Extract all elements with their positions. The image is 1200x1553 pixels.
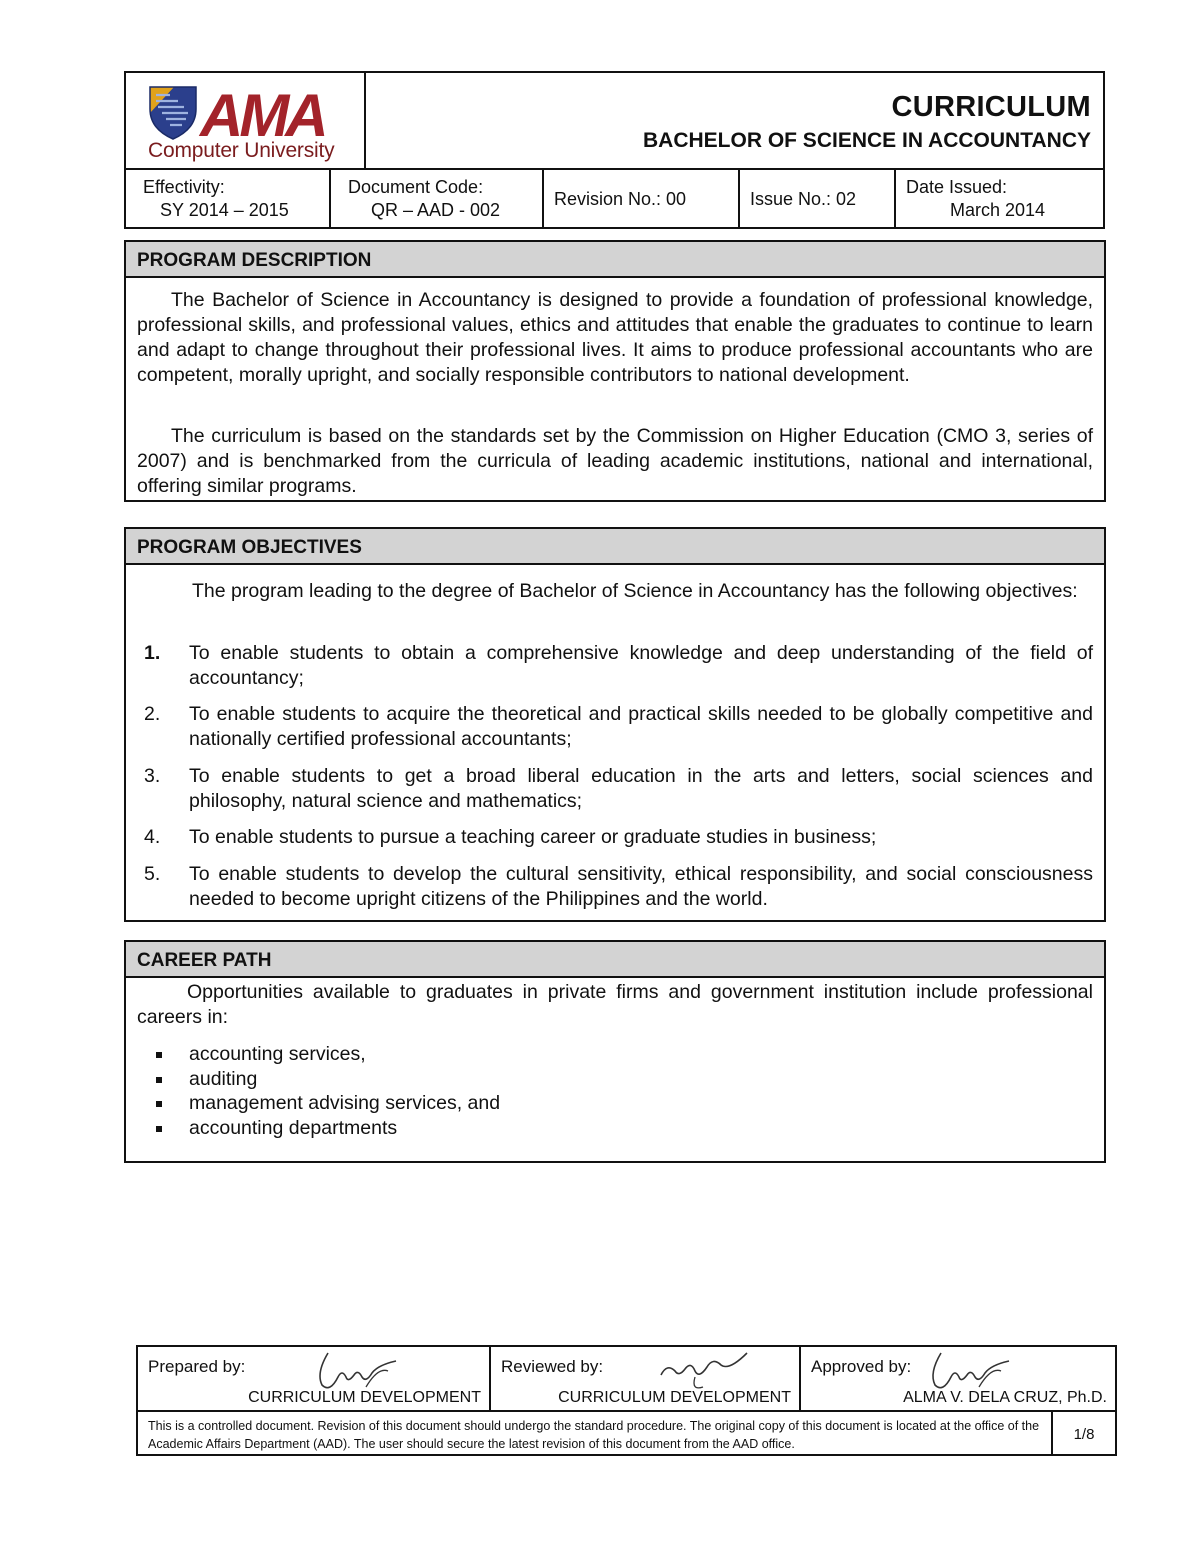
item-text: accounting services, [189,1043,366,1065]
program-description-section [124,240,1106,502]
revision-number: Revision No.: 00 [554,189,687,209]
header-title-row [126,73,1103,170]
section-heading: PROGRAM OBJECTIVES [126,529,1104,565]
signature-row [138,1347,1115,1412]
item-text: To enable students to obtain a comprehensive knowledge and deep understanding of the field of accountancy; [189,642,1093,689]
document-code-label: Document Code: [348,177,484,197]
item-text: accounting departments [189,1116,398,1139]
controlled-document-notice: This is a controlled document. Revision of this document should undergo the standard procedure. The original copy of this document is located at the office of the Academic Affairs Department (AAD). The user should secure the latest revision of this document from the AAD office. [148,1419,1040,1451]
item-text: management advising services, and [189,1092,501,1114]
document-code-value: QR – AAD - 002 [371,200,501,220]
description-paragraph: The curriculum is based on the standards set by the Commission on Higher Education (CMO 3, series of 2007) and is benchmarked from the curricula of leading academic institutions, national and international, offering similar programs. [137,425,1093,497]
bullet-icon [156,1077,162,1083]
prepared-by-cell [138,1347,491,1410]
prepared-by-label: Prepared by: [148,1357,246,1376]
item-number: 5. [144,863,161,885]
reviewed-by-name: CURRICULUM DEVELOPMENT [558,1389,791,1406]
logo-cell [126,73,366,168]
date-issued-value: March 2014 [950,200,1046,220]
issue-cell [740,168,896,229]
revision-cell [544,168,740,229]
career-list [137,1042,500,1140]
list-item [137,1116,500,1141]
document-code-cell [331,168,544,229]
item-text: To enable students to acquire the theoretical and practical skills needed to be globally competitive and nationally certified professional accountants; [189,703,1093,750]
document-title: CURRICULUM [891,91,1091,123]
objectives-intro: The program leading to the degree of Bachelor of Science in Accountancy has the following objectives: [192,580,1078,602]
item-number: 3. [144,765,161,787]
section-heading: CAREER PATH [126,942,1104,978]
reviewed-by-cell [491,1347,801,1410]
effectivity-value: SY 2014 – 2015 [160,200,289,220]
approved-by-label: Approved by: [811,1357,912,1376]
item-text: To enable students to develop the cultural sensitivity, ethical responsibility, and social consciousness needed to become upright citizens of the Philippines and the world. [189,863,1093,910]
reviewed-by-label: Reviewed by: [501,1357,604,1376]
document-header [124,71,1105,229]
career-intro: Opportunities available to graduates in private firms and government institution include professional careers in: [137,981,1093,1028]
item-text: To enable students to get a broad liberal education in the arts and letters, social sciences and philosophy, natural science and mathematics; [189,765,1093,812]
document-meta-row [126,168,1103,229]
section-heading: PROGRAM DESCRIPTION [126,242,1104,278]
issue-number: Issue No.: 02 [750,189,857,209]
approved-by-name: ALMA V. DELA CRUZ, Ph.D. [903,1389,1107,1406]
logo-subtitle: Computer University [148,139,335,162]
program-objectives-section [124,527,1106,922]
bullet-icon [156,1101,162,1107]
bullet-icon [156,1052,162,1058]
item-number: 1. [144,642,161,664]
item-number: 4. [144,826,161,848]
svg-text:AMA: AMA [200,83,325,143]
bullet-icon [156,1126,162,1132]
prepared-by-name: CURRICULUM DEVELOPMENT [248,1389,481,1406]
list-item [137,1042,500,1067]
description-paragraph: The Bachelor of Science in Accountancy is designed to provide a foundation of professional knowledge, professional skills, and professional values, ethics and attitudes that enable the graduates to continue to learn and adapt to change throughout their professional lives. It aims to produce professional accountants who are competent, morally upright, and socially responsible contributors to national development. [137,289,1093,386]
item-number: 2. [144,703,161,725]
career-path-section [124,940,1106,1163]
item-text: To enable students to pursue a teaching career or graduate studies in business; [189,826,877,848]
document-subtitle: BACHELOR OF SCIENCE IN ACCOUNTANCY [642,129,1091,152]
document-footer [136,1345,1117,1456]
item-text: auditing [189,1067,258,1090]
approved-by-cell [801,1347,1115,1410]
ama-logo [144,83,344,143]
page-number: 1/8 [1051,1410,1115,1454]
effectivity-cell [126,168,331,229]
date-issued-cell [896,168,1103,229]
effectivity-label: Effectivity: [143,177,225,197]
date-issued-label: Date Issued: [906,177,1008,197]
list-item [137,1067,500,1092]
list-item [137,1091,500,1116]
